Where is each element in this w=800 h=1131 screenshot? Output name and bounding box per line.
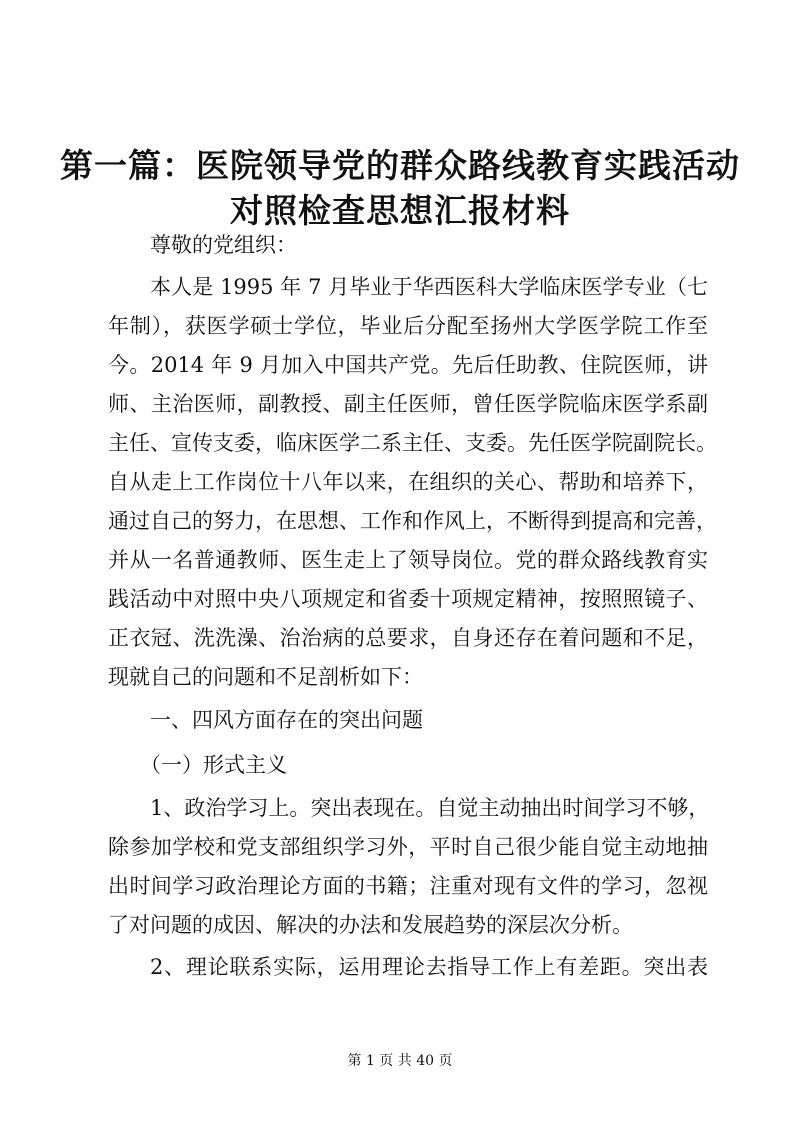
paragraph-line: 除参加学校和党支部组织学习外，平时自己很少能自觉主动地抽 xyxy=(108,835,708,859)
paragraph-line: 师、主治医师，副教授、副主任医师，曾任医学院临床医学系副 xyxy=(108,392,708,416)
paragraph-line: 2、理论联系实际，运用理论去指导工作上有差距。突出表 xyxy=(150,955,708,979)
paragraph-line: 正衣冠、洗洗澡、治治病的总要求，自身还存在着问题和不足， xyxy=(108,626,708,650)
paragraph-line: 践活动中对照中央八项规定和省委十项规定精神，按照照镜子、 xyxy=(108,587,708,611)
paragraph-line: 自从走上工作岗位十八年以来，在组织的关心、帮助和培养下， xyxy=(108,470,708,494)
section-heading: 一、四风方面存在的突出问题 xyxy=(150,708,423,732)
paragraph-line: 本人是 1995 年 7 月毕业于华西医科大学临床医学专业（七 xyxy=(150,275,708,299)
paragraph-line: 现就自己的问题和不足剖析如下： xyxy=(108,665,423,689)
document-title-line-1: 第一篇：医院领导党的群众路线教育实践活动 xyxy=(60,146,740,185)
paragraph-line: 主任、宣传支委，临床医学二系主任、支委。先任医学院副院长。 xyxy=(108,431,717,455)
paragraph-line: 出时间学习政治理论方面的书籍；注重对现有文件的学习，忽视 xyxy=(108,874,708,898)
paragraph-line: 1、政治学习上。突出表现在。自觉主动抽出时间学习不够， xyxy=(150,796,710,820)
subsection-heading: （一）形式主义 xyxy=(140,753,287,777)
paragraph-line: 年制），获医学硕士学位，毕业后分配至扬州大学医学院工作至 xyxy=(108,314,708,338)
paragraph-line: 通过自己的努力，在思想、工作和作风上，不断得到提高和完善， xyxy=(108,509,717,533)
paragraph-line: 今。2014 年 9 月加入中国共产党。先后任助教、住院医师，讲 xyxy=(108,353,708,377)
paragraph-line: 了对问题的成因、解决的办法和发展趋势的深层次分析。 xyxy=(108,913,633,937)
paragraph-line: 并从一名普通教师、医生走上了领导岗位。党的群众路线教育实 xyxy=(108,548,708,572)
page-number-footer: 第 1 页 共 40 页 xyxy=(347,1053,453,1069)
document-title-line-2: 对照检查思想汇报材料 xyxy=(230,191,570,230)
salutation: 尊敬的党组织： xyxy=(150,233,297,257)
